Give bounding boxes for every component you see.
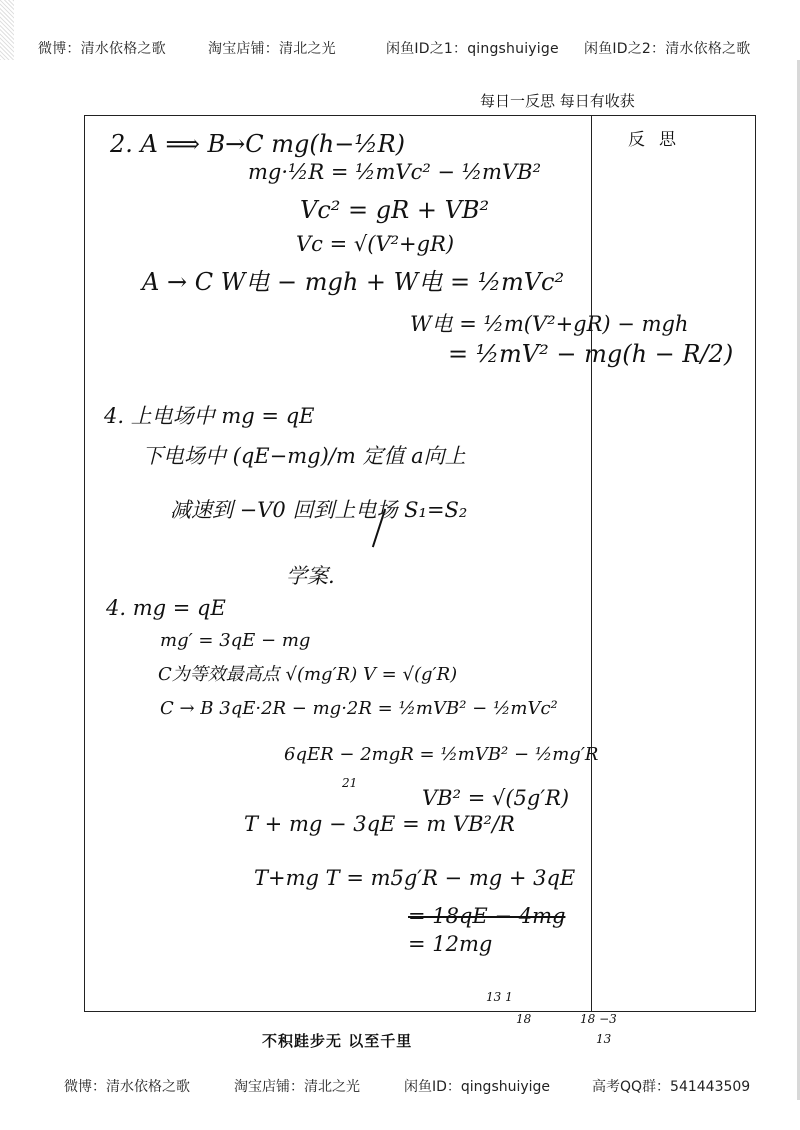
header-taobao: 淘宝店铺：清北之光 <box>208 41 336 57</box>
margin-note: 18 −3 <box>580 1012 617 1026</box>
header-xianyu2: 闲鱼ID之2：清水依格之歌 <box>584 41 751 57</box>
margin-note: 18 <box>516 1012 532 1026</box>
reflect-column-title: 反思 <box>628 130 690 150</box>
solution-line: 6qER − 2mgR = ½mVB² − ½mg′R <box>284 744 599 765</box>
margin-note: 13 <box>596 1032 612 1046</box>
page-footer <box>0 1076 800 1098</box>
solution-line: A → C W电 − mgh + W电 = ½mVc² <box>142 268 565 296</box>
solution-line: T+mg T = m5g′R − mg + 3qE <box>254 866 576 890</box>
margin-note: 21 <box>342 776 358 790</box>
solution-line: = 12mg <box>408 932 493 956</box>
margin-note: 13 1 <box>486 990 513 1004</box>
solution-line: C → B 3qE·2R − mg·2R = ½mVB² − ½mVc² <box>160 698 558 719</box>
solution-line: VB² = √(5g′R) <box>422 786 570 810</box>
column-divider <box>591 116 592 1011</box>
solution-line: mg·½R = ½mVc² − ½mVB² <box>248 160 541 184</box>
solution-line: Vc² = gR + VB² <box>300 196 490 224</box>
solution-line: mg′ = 3qE − mg <box>160 630 311 651</box>
solution-line: W电 = ½m(V²+gR) − mgh <box>410 312 689 336</box>
solution-line: C为等效最高点 √(mg′R) V = √(g′R) <box>158 664 458 685</box>
footer-taobao: 淘宝店铺：清北之光 <box>234 1079 360 1095</box>
footer-weibo: 微博：清水依格之歌 <box>64 1079 190 1095</box>
footer-qq: 高考QQ群：541443509 <box>592 1079 751 1095</box>
solution-line: 学案. <box>286 564 335 588</box>
motto-bottom: 不积跬步无 以至千里 <box>262 1032 413 1050</box>
solution-line: T + mg − 3qE = m VB²/R <box>244 812 515 836</box>
page-header <box>0 38 800 60</box>
solution-line: 4. mg = qE <box>106 596 226 620</box>
header-xianyu1: 闲鱼ID之1：qingshuiyige <box>386 41 559 57</box>
solution-line: 减速到 −V0 回到上电场 S₁=S₂ <box>170 498 468 522</box>
solution-line: = ½mV² − mg(h − R/2) <box>448 340 734 368</box>
solution-line: 下电场中 (qE−mg)/m 定值 a向上 <box>142 444 466 468</box>
solution-line: 2. A ⟹ B→C mg(h−½R) <box>110 130 406 158</box>
motto-top: 每日一反思 每日有收获 <box>480 92 635 110</box>
header-weibo: 微博：清水依格之歌 <box>38 41 166 57</box>
footer-xianyu: 闲鱼ID：qingshuiyige <box>404 1079 551 1095</box>
solution-line: Vc = √(V²+gR) <box>296 232 455 256</box>
solution-line-struck: = 18qE − 4mg <box>408 904 566 928</box>
solution-line: 4. 上电场中 mg = qE <box>104 404 315 428</box>
